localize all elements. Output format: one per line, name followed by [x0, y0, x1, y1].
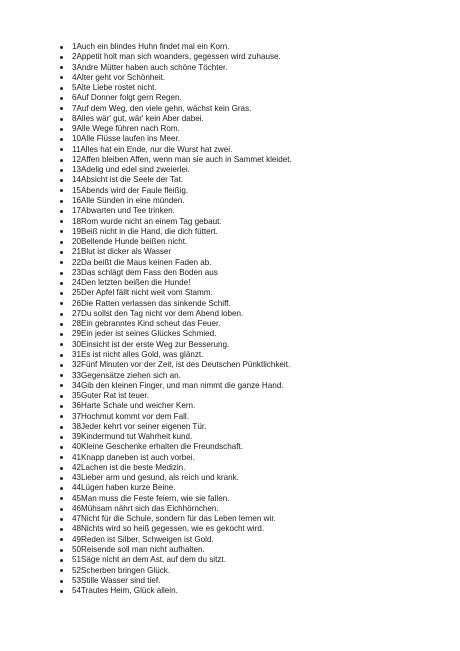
list-item [60, 165, 450, 175]
bullet-icon [60, 97, 63, 100]
bullet-icon [60, 138, 63, 141]
bullet-icon [60, 302, 63, 305]
list-item [60, 175, 450, 185]
bullet-icon [60, 169, 63, 172]
proverb-text: 17Abwarten und Tee trinken. [72, 206, 175, 216]
bullet-icon [60, 220, 63, 223]
proverb-text: 7Auf dem Weg, den viele gehn, wächst kein Gras. [72, 103, 252, 113]
bullet-icon [60, 241, 63, 244]
list-item [60, 299, 450, 309]
bullet-icon [60, 436, 63, 439]
proverb-text: 10Alle Flüsse laufen ins Meer. [72, 134, 180, 144]
proverb-text: 46Mühsam nährt sich das Eichhörnchen. [72, 503, 219, 513]
proverb-text: 21Blut ist dicker als Wasser [72, 247, 172, 257]
list-item [60, 576, 450, 586]
list-item [60, 524, 450, 534]
proverb-text: 48Nichts wird so heiß gegessen, wie es gekocht wird. [72, 524, 265, 534]
list-item [60, 360, 450, 370]
bullet-icon [60, 580, 63, 583]
bullet-icon [60, 282, 63, 285]
list-item [60, 319, 450, 329]
proverb-text: 37Hochmut kommt vor dem Fall. [72, 411, 189, 421]
list-item [60, 432, 450, 442]
proverb-text: 51Säge nicht an dem Ast, auf dem du sitzt. [72, 555, 226, 565]
bullet-icon [60, 272, 63, 275]
list-item [60, 278, 450, 288]
proverb-text: 38Jeder kehrt vor seiner eigenen Tür. [72, 421, 207, 431]
bullet-icon [60, 508, 63, 511]
proverb-text: 5Alte Liebe rostet nicht. [72, 83, 157, 93]
proverb-text: 44Lügen haben kurze Beine. [72, 483, 176, 493]
proverb-text: 11Alles hat ein Ende, nur die Wurst hat zwei. [72, 144, 233, 154]
bullet-icon [60, 159, 63, 162]
proverb-list [60, 42, 450, 596]
bullet-icon [60, 292, 63, 295]
proverb-text: 9Alle Wege führen nach Rom. [72, 124, 180, 134]
proverb-text: 34Gib den kleinen Finger, und man nimmt die ganze Hand. [72, 380, 284, 390]
list-item [60, 237, 450, 247]
list-item [60, 350, 450, 360]
list-item [60, 73, 450, 83]
bullet-icon [60, 313, 63, 316]
list-item [60, 401, 450, 411]
bullet-icon [60, 87, 63, 90]
bullet-icon [60, 395, 63, 398]
proverb-text: 30Einsicht ist der erste Weg zur Besserung. [72, 339, 230, 349]
proverb-text: 1Auch ein blindes Huhn findet mal ein Korn. [72, 42, 230, 51]
list-item [60, 442, 450, 452]
bullet-icon [60, 230, 63, 233]
list-item [60, 217, 450, 227]
bullet-icon [60, 497, 63, 500]
list-item [60, 93, 450, 103]
list-item [60, 258, 450, 268]
bullet-icon [60, 76, 63, 79]
bullet-icon [60, 456, 63, 459]
bullet-icon [60, 210, 63, 213]
proverb-text: 29Ein jeder ist seines Glückes Schmied. [72, 329, 217, 339]
bullet-icon [60, 261, 63, 264]
proverb-text: 33Gegensätze ziehen sich an. [72, 370, 181, 380]
list-item [60, 555, 450, 565]
list-item [60, 494, 450, 504]
list-item [60, 371, 450, 381]
list-item [60, 391, 450, 401]
proverb-text: 22Da beißt die Maus keinen Faden ab. [72, 257, 212, 267]
list-item [60, 196, 450, 206]
bullet-icon [60, 538, 63, 541]
proverb-text: 27Du sollst den Tag nicht vor dem Abend loben. [72, 308, 244, 318]
proverb-text: 3Andre Mütter haben auch schöne Töchter. [72, 62, 228, 72]
proverb-text: 39Kindermund tut Wahrheit kund. [72, 432, 193, 442]
list-item [60, 412, 450, 422]
bullet-icon [60, 477, 63, 480]
proverb-text: 24Den letzten beißen die Hunde! [72, 278, 191, 288]
list-item [60, 227, 450, 237]
bullet-icon [60, 374, 63, 377]
list-item [60, 309, 450, 319]
list-item [60, 83, 450, 93]
bullet-icon [60, 200, 63, 203]
bullet-icon [60, 118, 63, 121]
list-item [60, 463, 450, 473]
proverb-text: 2Appetit holt man sich woanders, gegessen wird zuhause. [72, 52, 281, 62]
list-item [60, 42, 450, 52]
proverb-text: 43Lieber arm und gesund, als reich und krank. [72, 473, 239, 483]
proverb-text: 20Bellende Hunde beißen nicht. [72, 237, 188, 247]
proverb-text: 52Scherben bringen Glück. [72, 565, 171, 575]
proverb-text: 45Man muss die Feste feiern, wie sie fallen. [72, 493, 230, 503]
bullet-icon [60, 467, 63, 470]
list-item [60, 545, 450, 555]
list-item [60, 247, 450, 257]
list-item [60, 114, 450, 124]
list-item [60, 473, 450, 483]
bullet-icon [60, 487, 63, 490]
list-item [60, 206, 450, 216]
list-item [60, 504, 450, 514]
proverb-text: 47Nicht für die Schule, sondern für das Leben lernen wir. [72, 514, 276, 524]
proverb-text: 16Alle Sünden in eine münden. [72, 195, 185, 205]
list-item [60, 483, 450, 493]
proverb-text: 6Auf Donner folgt gern Regen. [72, 93, 182, 103]
list-item [60, 566, 450, 576]
bullet-icon [60, 179, 63, 182]
list-item [60, 52, 450, 62]
bullet-icon [60, 384, 63, 387]
proverb-text: 35Guter Rat ist teuer. [72, 391, 149, 401]
proverb-text: 23Das schlägt dem Fass den Boden aus [72, 267, 218, 277]
list-item [60, 124, 450, 134]
bullet-icon [60, 189, 63, 192]
proverb-text: 54Trautes Heim, Glück allein. [72, 586, 178, 596]
list-item [60, 268, 450, 278]
list-item [60, 63, 450, 73]
bullet-icon [60, 148, 63, 151]
list-item [60, 381, 450, 391]
proverb-text: 49Reden ist Silber, Schweigen ist Gold. [72, 534, 214, 544]
proverb-text: 31Es ist nicht alles Gold, was glänzt. [72, 349, 204, 359]
proverb-text: 18Rom wurde nicht an einem Tag gebaut. [72, 216, 222, 226]
list-item [60, 104, 450, 114]
proverb-text: 32Fünf Minuten vor der Zeit, ist des Deutschen Pünktlichkeit. [72, 360, 291, 370]
bullet-icon [60, 528, 63, 531]
list-item [60, 329, 450, 339]
proverb-text: 42Lachen ist die beste Medizin. [72, 462, 186, 472]
bullet-icon [60, 251, 63, 254]
bullet-icon [60, 405, 63, 408]
bullet-icon [60, 446, 63, 449]
bullet-icon [60, 343, 63, 346]
proverb-text: 53Stille Wasser sind tief. [72, 575, 161, 585]
list-item [60, 155, 450, 165]
bullet-icon [60, 333, 63, 336]
proverb-text: 41Knapp daneben ist auch vorbei. [72, 452, 195, 462]
list-item [60, 340, 450, 350]
list-item [60, 514, 450, 524]
bullet-icon [60, 128, 63, 131]
bullet-icon [60, 107, 63, 110]
list-item [60, 145, 450, 155]
bullet-icon [60, 426, 63, 429]
proverb-text: 25Der Apfel fällt nicht weit vom Stamm. [72, 288, 213, 298]
proverb-text: 14Absicht ist die Seele der Tat. [72, 175, 183, 185]
bullet-icon [60, 323, 63, 326]
proverb-text: 36Harte Schale und weicher Kern. [72, 401, 196, 411]
list-item [60, 422, 450, 432]
bullet-icon [60, 569, 63, 572]
bullet-icon [60, 415, 63, 418]
bullet-icon [60, 590, 63, 593]
proverb-text: 28Ein gebranntes Kind scheut das Feuer. [72, 319, 221, 329]
proverb-text: 40Kleine Geschenke erhalten die Freundschaft. [72, 442, 243, 452]
proverb-text: 50Reisende soll man nicht aufhalten. [72, 545, 205, 555]
proverb-text: 19Beiß nicht in die Hand, die dich füttert. [72, 226, 218, 236]
list-item [60, 535, 450, 545]
proverb-text: 15Abends wird der Faule fleißig. [72, 185, 189, 195]
bullet-icon [60, 66, 63, 69]
bullet-icon [60, 549, 63, 552]
bullet-icon [60, 56, 63, 59]
proverb-text: 26Die Ratten verlassen das sinkende Schiff. [72, 298, 231, 308]
proverb-text: 8Alles wär' gut, wär' kein Aber dabei. [72, 113, 204, 123]
bullet-icon [60, 46, 63, 49]
bullet-icon [60, 518, 63, 521]
list-item [60, 288, 450, 298]
list-item [60, 186, 450, 196]
proverb-text: 13Adelig und edel sind zweierlei. [72, 165, 190, 175]
bullet-icon [60, 559, 63, 562]
list-item [60, 453, 450, 463]
proverb-text: 12Affen bleiben Affen, wenn man sie auch in Sammet kleidet. [72, 154, 292, 164]
list-item [60, 134, 450, 144]
bullet-icon [60, 354, 63, 357]
bullet-icon [60, 364, 63, 367]
proverb-text: 4Alter geht vor Schönheit. [72, 72, 166, 82]
list-item [60, 586, 450, 596]
